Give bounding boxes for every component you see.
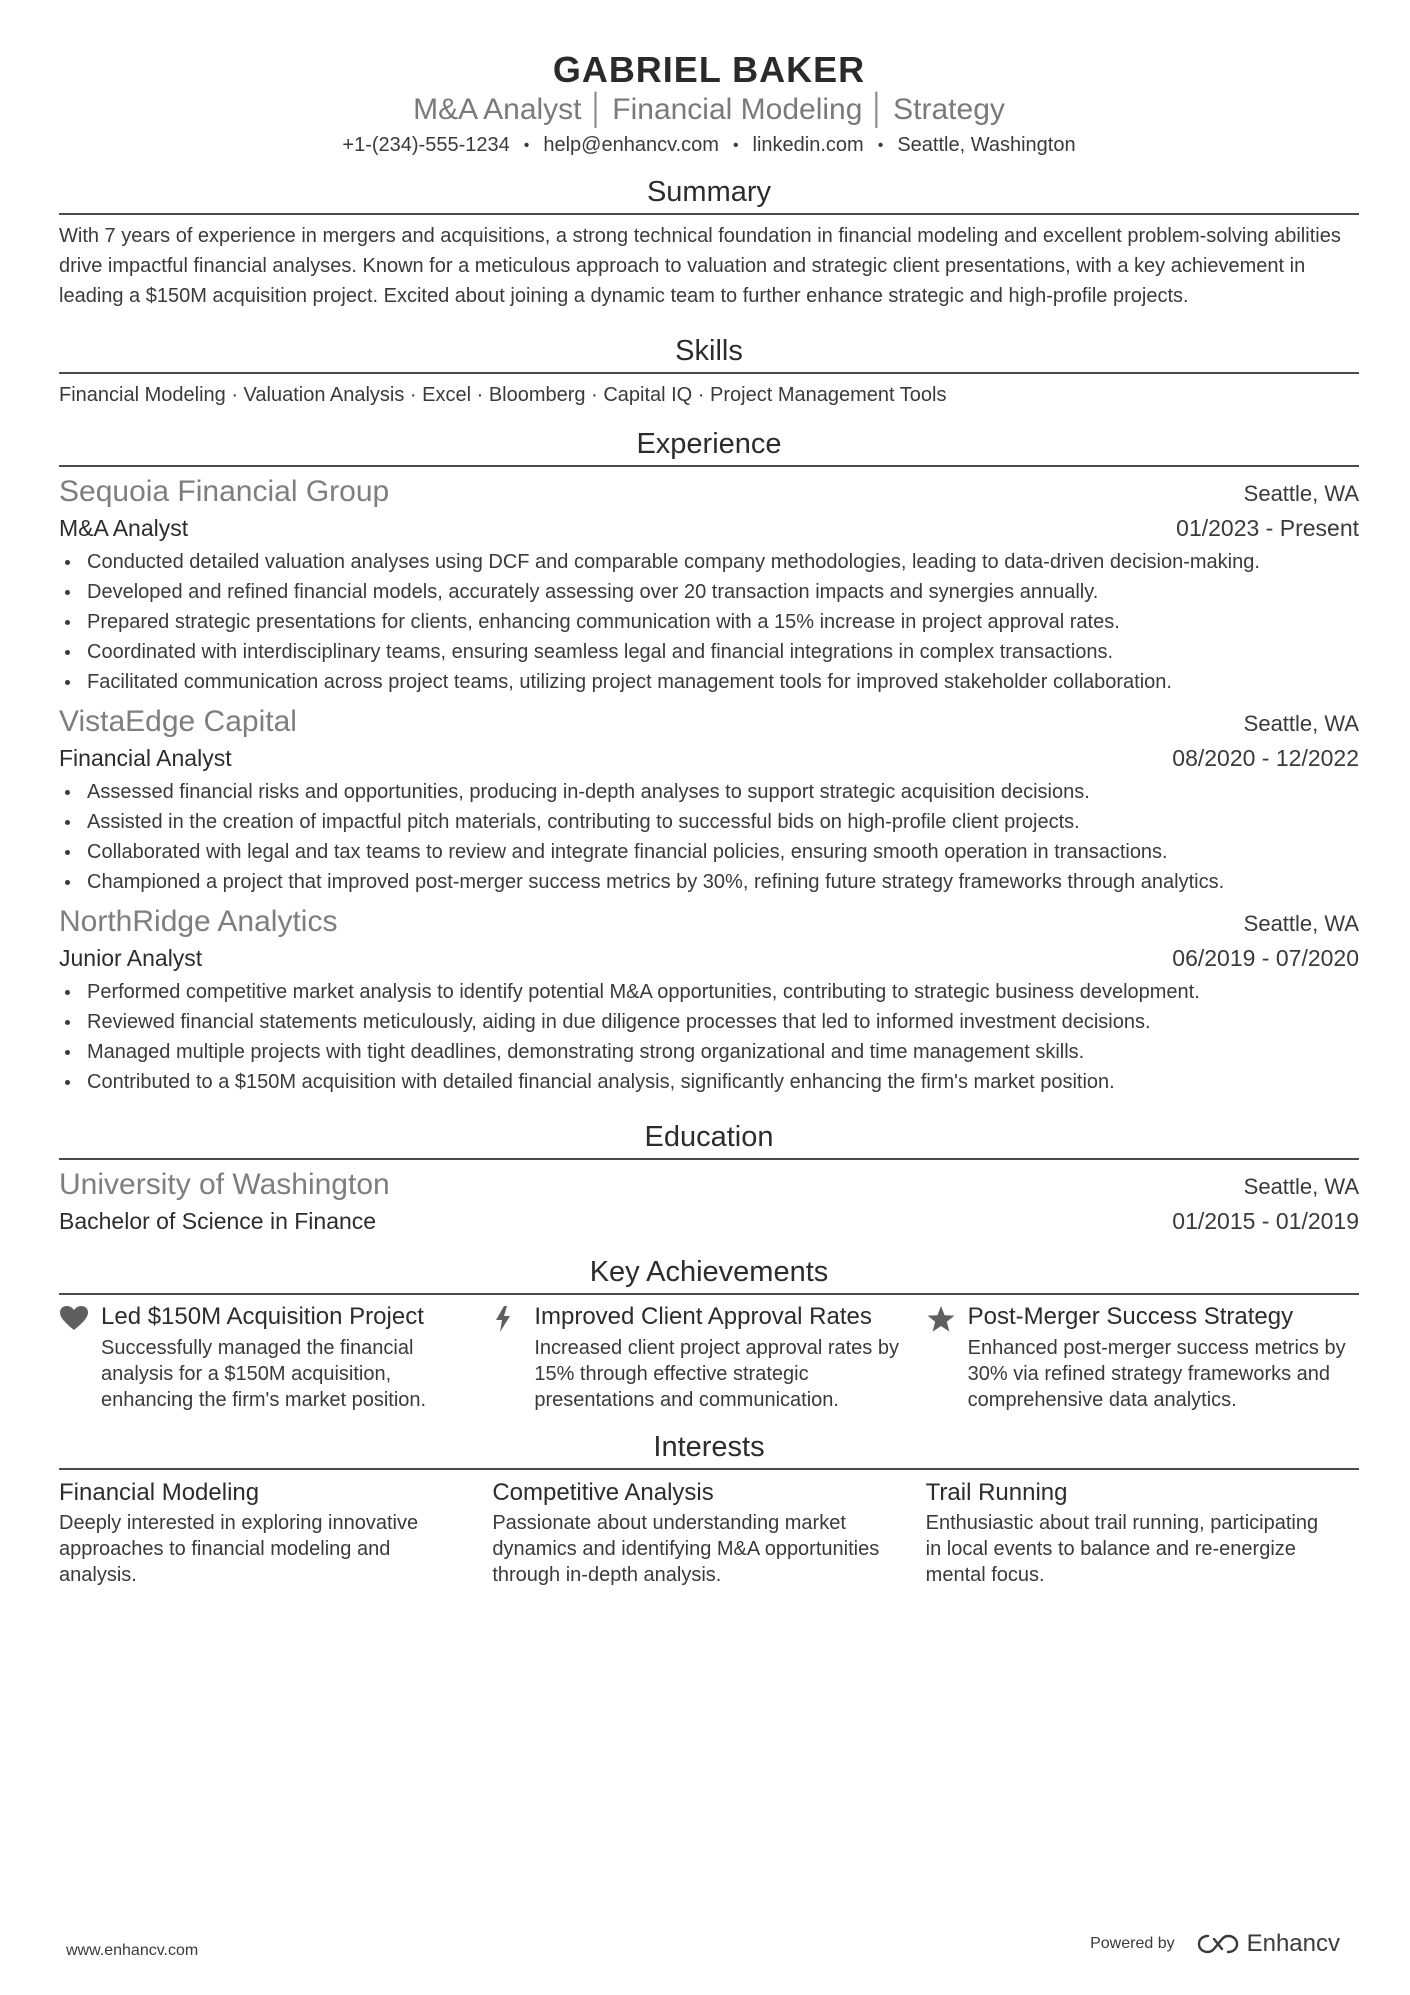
job-dates: 08/2020 - 12/2022 bbox=[1172, 745, 1359, 771]
job-location: Seattle, WA bbox=[1243, 911, 1359, 936]
contact-line: +1-(234)-555-1234 • help@enhancv.com • linkedin.com • Seattle, Washington bbox=[342, 134, 1076, 156]
education-entry bbox=[59, 1166, 1359, 1238]
job-bullets bbox=[59, 777, 1359, 897]
job-dates: 06/2019 - 07/2020 bbox=[1172, 945, 1359, 971]
job-bullet: Prepared strategic presentations for clients, enhancing communication with a 15% increase in project approval rates. bbox=[59, 607, 1359, 637]
linkedin-link[interactable]: linkedin.com bbox=[752, 134, 864, 156]
job-bullet: Developed and refined financial models, accurately assessing over 20 transaction impacts and synergies annually. bbox=[59, 577, 1359, 607]
job-entry bbox=[59, 903, 1359, 1097]
school-name: University of Washington bbox=[59, 1168, 390, 1201]
experience-heading: Experience bbox=[59, 424, 1359, 467]
candidate-name: GABRIEL BAKER bbox=[552, 49, 866, 90]
achievement-title: Improved Client Approval Rates bbox=[534, 1303, 872, 1330]
headline-title-1: M&A Analyst bbox=[413, 93, 582, 126]
skills-heading: Skills bbox=[59, 331, 1359, 374]
interest-title: Competitive Analysis bbox=[492, 1479, 714, 1506]
job-location: Seattle, WA bbox=[1243, 481, 1359, 506]
interest-desc: Passionate about understanding market dynamics and identifying M&A opportunities through in-depth analysis. bbox=[492, 1512, 880, 1586]
interest-item bbox=[492, 1476, 925, 1588]
achievement-desc: Successfully managed the financial analysis for a $150M acquisition, enhancing the firm's market position. bbox=[101, 1337, 427, 1411]
footer-website-link[interactable]: www.enhancv.com bbox=[66, 1942, 199, 1959]
education-heading: Education bbox=[59, 1117, 1359, 1160]
footer-branding bbox=[1090, 1930, 1340, 1958]
job-title: Junior Analyst bbox=[59, 945, 203, 971]
job-bullets bbox=[59, 547, 1359, 697]
job-bullet: Managed multiple projects with tight deadlines, demonstrating strong organizational and time management skills. bbox=[59, 1037, 1359, 1067]
interest-title: Trail Running bbox=[925, 1479, 1068, 1506]
star-icon bbox=[926, 1301, 968, 1413]
interest-desc: Enthusiastic about trail running, participating in local events to balance and re-energize mental focus. bbox=[925, 1512, 1319, 1586]
job-bullet: Assessed financial risks and opportunities, producing in-depth analyses to support strategic acquisition decisions. bbox=[59, 777, 1359, 807]
company-name: NorthRidge Analytics bbox=[59, 905, 338, 938]
degree: Bachelor of Science in Finance bbox=[59, 1208, 377, 1234]
headline: M&A Analyst │ Financial Modeling │ Strategy bbox=[413, 93, 1005, 126]
achievement-title: Post-Merger Success Strategy bbox=[967, 1303, 1294, 1330]
summary-heading: Summary bbox=[59, 172, 1359, 215]
skills-list: Financial Modeling · Valuation Analysis · Excel · Bloomberg · Capital IQ · Project Management Tools bbox=[59, 384, 947, 406]
interests-heading: Interests bbox=[59, 1427, 1359, 1470]
phone: +1-(234)-555-1234 bbox=[342, 134, 510, 156]
lightning-icon bbox=[492, 1301, 534, 1413]
achievement-desc: Enhanced post-merger success metrics by 30% via refined strategy frameworks and comprehensive data analytics. bbox=[967, 1337, 1346, 1411]
job-bullet: Coordinated with interdisciplinary teams, ensuring seamless legal and financial integrations in complex transactions. bbox=[59, 637, 1359, 667]
interests-section bbox=[59, 1427, 1359, 1588]
email-link[interactable]: help@enhancv.com bbox=[543, 134, 719, 156]
enhancv-logo-text: Enhancv bbox=[1246, 1930, 1340, 1957]
company-name: Sequoia Financial Group bbox=[59, 475, 390, 508]
experience-section bbox=[59, 424, 1359, 1097]
job-location: Seattle, WA bbox=[1243, 711, 1359, 736]
achievement-title: Led $150M Acquisition Project bbox=[101, 1303, 424, 1330]
job-bullet: Collaborated with legal and tax teams to review and integrate financial policies, ensuring smooth operation in transactions. bbox=[59, 837, 1359, 867]
job-entry bbox=[59, 473, 1359, 697]
resume-header bbox=[59, 44, 1359, 162]
headline-title-3: Strategy bbox=[893, 93, 1005, 126]
interest-title: Financial Modeling bbox=[59, 1479, 260, 1506]
job-bullet: Reviewed financial statements meticulously, aiding in due diligence processes that led to informed investment decisions. bbox=[59, 1007, 1359, 1037]
interest-item bbox=[59, 1476, 492, 1588]
enhancv-logo-icon bbox=[1197, 1933, 1239, 1955]
summary-section bbox=[59, 172, 1359, 311]
achievement-item bbox=[59, 1301, 492, 1413]
education-section bbox=[59, 1117, 1359, 1238]
enhancv-logo[interactable] bbox=[1197, 1930, 1340, 1958]
skills-section bbox=[59, 331, 1359, 410]
achievements-section bbox=[59, 1252, 1359, 1413]
job-bullet: Facilitated communication across project teams, utilizing project management tools for improved stakeholder collaboration. bbox=[59, 667, 1359, 697]
achievement-item bbox=[492, 1301, 925, 1413]
job-bullet: Assisted in the creation of impactful pitch materials, contributing to successful bids on high-profile client projects. bbox=[59, 807, 1359, 837]
job-bullet: Championed a project that improved post-merger success metrics by 30%, refining future strategy frameworks through analytics. bbox=[59, 867, 1359, 897]
job-title: M&A Analyst bbox=[59, 515, 189, 541]
summary-text: With 7 years of experience in mergers and acquisitions, a strong technical foundation in financial modeling and excellent problem-solving abilities drive impactful financial analyses. Known for a meticulous approach to valuation and strategic client presentations, with a key achievement in leading a $150M acquisition project. Excited about joining a dynamic team to further enhance strategic and high-profile projects. bbox=[59, 225, 1341, 307]
school-location: Seattle, WA bbox=[1243, 1174, 1359, 1199]
interest-desc: Deeply interested in exploring innovative approaches to financial modeling and analysis. bbox=[59, 1512, 419, 1586]
headline-title-2: Financial Modeling bbox=[612, 93, 863, 126]
job-bullets bbox=[59, 977, 1359, 1097]
location: Seattle, Washington bbox=[897, 134, 1076, 156]
job-entry bbox=[59, 703, 1359, 897]
company-name: VistaEdge Capital bbox=[59, 705, 297, 738]
heart-icon bbox=[59, 1301, 101, 1413]
achievements-heading: Key Achievements bbox=[59, 1252, 1359, 1295]
job-bullet: Conducted detailed valuation analyses using DCF and comparable company methodologies, leading to data-driven decision-making. bbox=[59, 547, 1359, 577]
interest-item bbox=[926, 1476, 1359, 1588]
job-title: Financial Analyst bbox=[59, 745, 232, 771]
achievement-item bbox=[926, 1301, 1359, 1413]
powered-by-label: Powered by bbox=[1090, 1935, 1175, 1952]
achievement-desc: Increased client project approval rates by 15% through effective strategic presentations and communication. bbox=[534, 1337, 899, 1411]
job-bullet: Contributed to a $150M acquisition with detailed financial analysis, significantly enhancing the firm's market position. bbox=[59, 1067, 1359, 1097]
resume-page bbox=[59, 44, 1359, 1588]
education-dates: 01/2015 - 01/2019 bbox=[1172, 1208, 1359, 1234]
job-dates: 01/2023 - Present bbox=[1176, 515, 1359, 541]
job-bullet: Performed competitive market analysis to identify potential M&A opportunities, contributing to strategic business development. bbox=[59, 977, 1359, 1007]
